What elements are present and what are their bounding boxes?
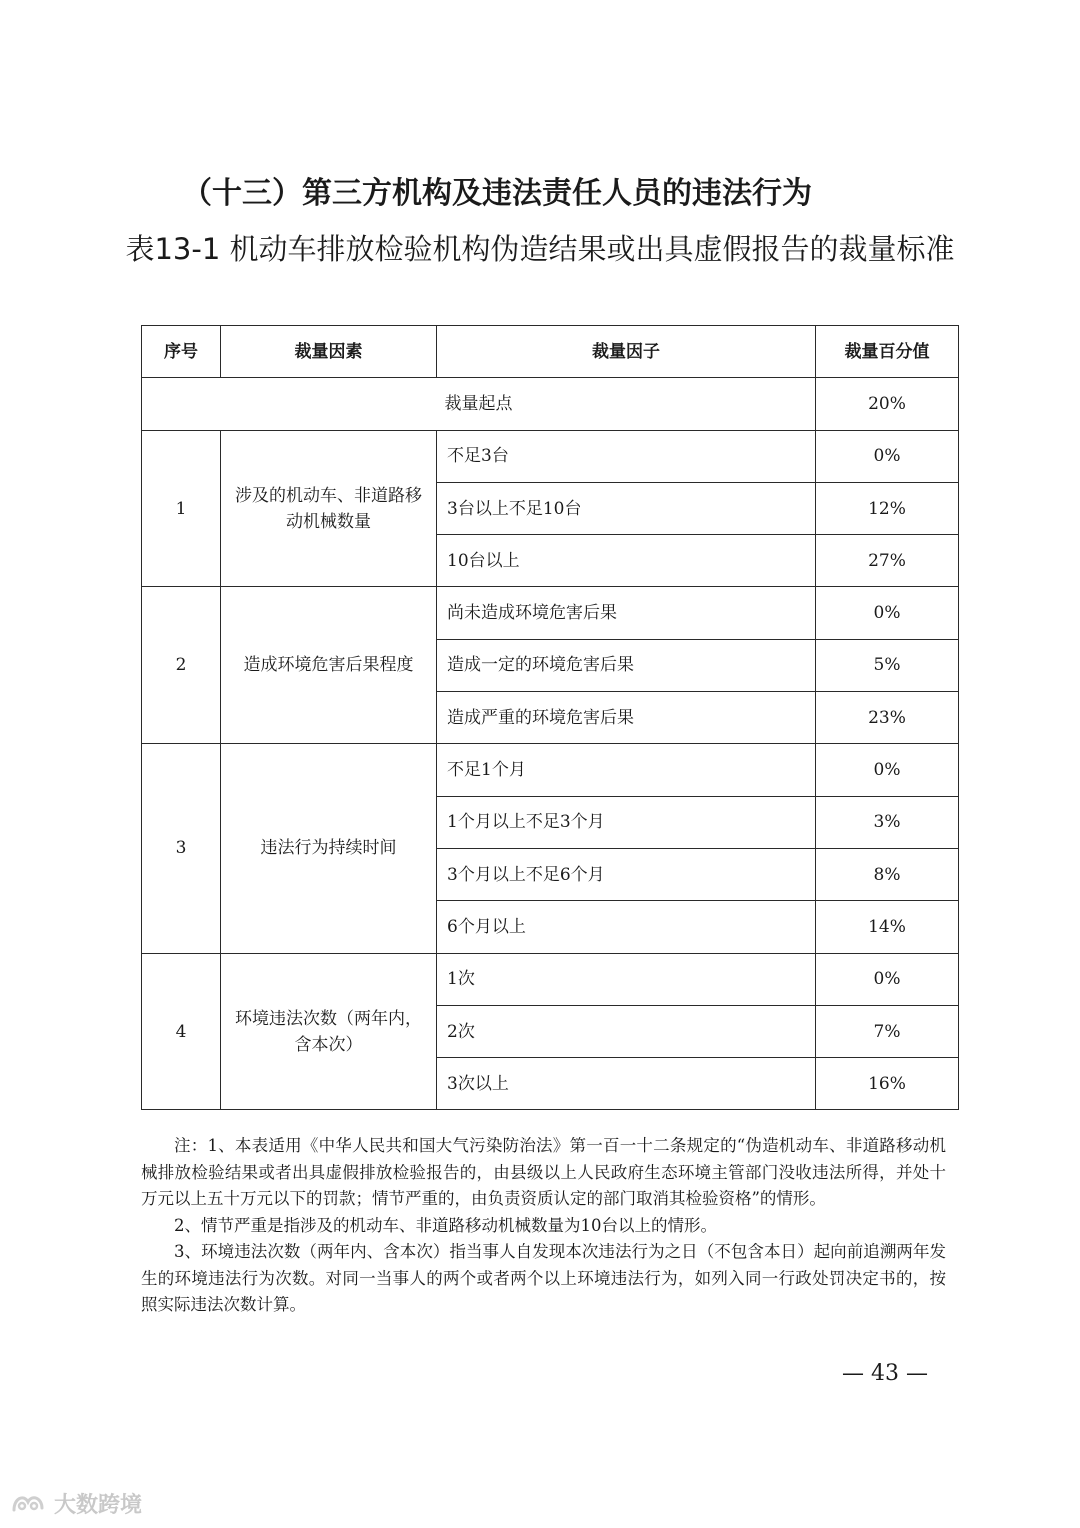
factor-item: 1次 <box>437 953 816 1005</box>
factor-item: 尚未造成环境危害后果 <box>437 587 816 639</box>
header-factor: 裁量因素 <box>221 326 437 378</box>
factor-value: 7% <box>816 1005 959 1057</box>
factor-item: 2次 <box>437 1005 816 1057</box>
factor-item: 不足1个月 <box>437 744 816 796</box>
discretion-table <box>141 325 959 1110</box>
factor-item: 造成严重的环境危害后果 <box>437 692 816 744</box>
group-no: 4 <box>142 953 221 1110</box>
group-no: 3 <box>142 744 221 953</box>
factor-item: 6个月以上 <box>437 901 816 953</box>
group-no: 2 <box>142 587 221 744</box>
table-title: 表13-1 机动车排放检验机构伪造结果或出具虚假报告的裁量标准 <box>125 232 955 266</box>
note-1: 注：1、本表适用《中华人民共和国大气污染防治法》第一百一十二条规定的“伪造机动车、非道路移动机械排放检验结果或者出具虚假排放检验报告的，由县级以上人民政府生态环境主管部门没收违法所得，并处十万元以上五十万元以下的罚款；情节严重的，由负责资质认定的部门取消其检验资格”的情形。 <box>141 1136 946 1208</box>
factor-value: 0% <box>816 744 959 796</box>
watermark-text: 大数跨境 <box>54 1492 143 1518</box>
factor-item: 10台以上 <box>437 535 816 587</box>
factor-value: 12% <box>816 482 959 534</box>
factor-value: 14% <box>816 901 959 953</box>
factor-value: 0% <box>816 587 959 639</box>
group-factor: 环境违法次数（两年内，含本次） <box>221 953 437 1110</box>
factor-value: 16% <box>816 1058 959 1110</box>
table-row <box>142 430 959 482</box>
factor-value: 3% <box>816 796 959 848</box>
table-row <box>142 953 959 1005</box>
header-item: 裁量因子 <box>437 326 816 378</box>
start-label: 裁量起点 <box>142 378 816 430</box>
watermark <box>10 1488 142 1518</box>
factor-item: 不足3台 <box>437 430 816 482</box>
table-row <box>142 744 959 796</box>
factor-item: 3台以上不足10台 <box>437 482 816 534</box>
factor-item: 3次以上 <box>437 1058 816 1110</box>
group-factor: 涉及的机动车、非道路移动机械数量 <box>221 430 437 587</box>
note-3: 3、环境违法次数（两年内、含本次）指当事人自发现本次违法行为之日（不包含本日）起向前追溯两年发生的环境违法行为次数。对同一当事人的两个或者两个以上环境违法行为，如列入同一行政处罚决定书的，按照实际违法次数计算。 <box>141 1242 946 1314</box>
table-header-row <box>142 326 959 378</box>
table-row <box>142 587 959 639</box>
factor-value: 0% <box>816 430 959 482</box>
factor-value: 8% <box>816 848 959 900</box>
factor-value: 0% <box>816 953 959 1005</box>
start-value: 20% <box>816 378 959 430</box>
factor-value: 27% <box>816 535 959 587</box>
table-row-start <box>142 378 959 430</box>
factor-item: 1个月以上不足3个月 <box>437 796 816 848</box>
header-no: 序号 <box>142 326 221 378</box>
group-factor: 违法行为持续时间 <box>221 744 437 953</box>
factor-value: 5% <box>816 639 959 691</box>
factor-item: 造成一定的环境危害后果 <box>437 639 816 691</box>
header-value: 裁量百分值 <box>816 326 959 378</box>
factor-item: 3个月以上不足6个月 <box>437 848 816 900</box>
watermark-logo-icon <box>10 1490 48 1516</box>
table-notes <box>141 1133 946 1319</box>
note-2: 2、情节严重是指涉及的机动车、非道路移动机械数量为10台以上的情形。 <box>174 1215 717 1235</box>
page-number: — 43 — <box>842 1361 928 1386</box>
group-factor: 造成环境危害后果程度 <box>221 587 437 744</box>
factor-value: 23% <box>816 692 959 744</box>
group-no: 1 <box>142 430 221 587</box>
section-title: （十三）第三方机构及违法责任人员的违法行为 <box>182 176 812 211</box>
